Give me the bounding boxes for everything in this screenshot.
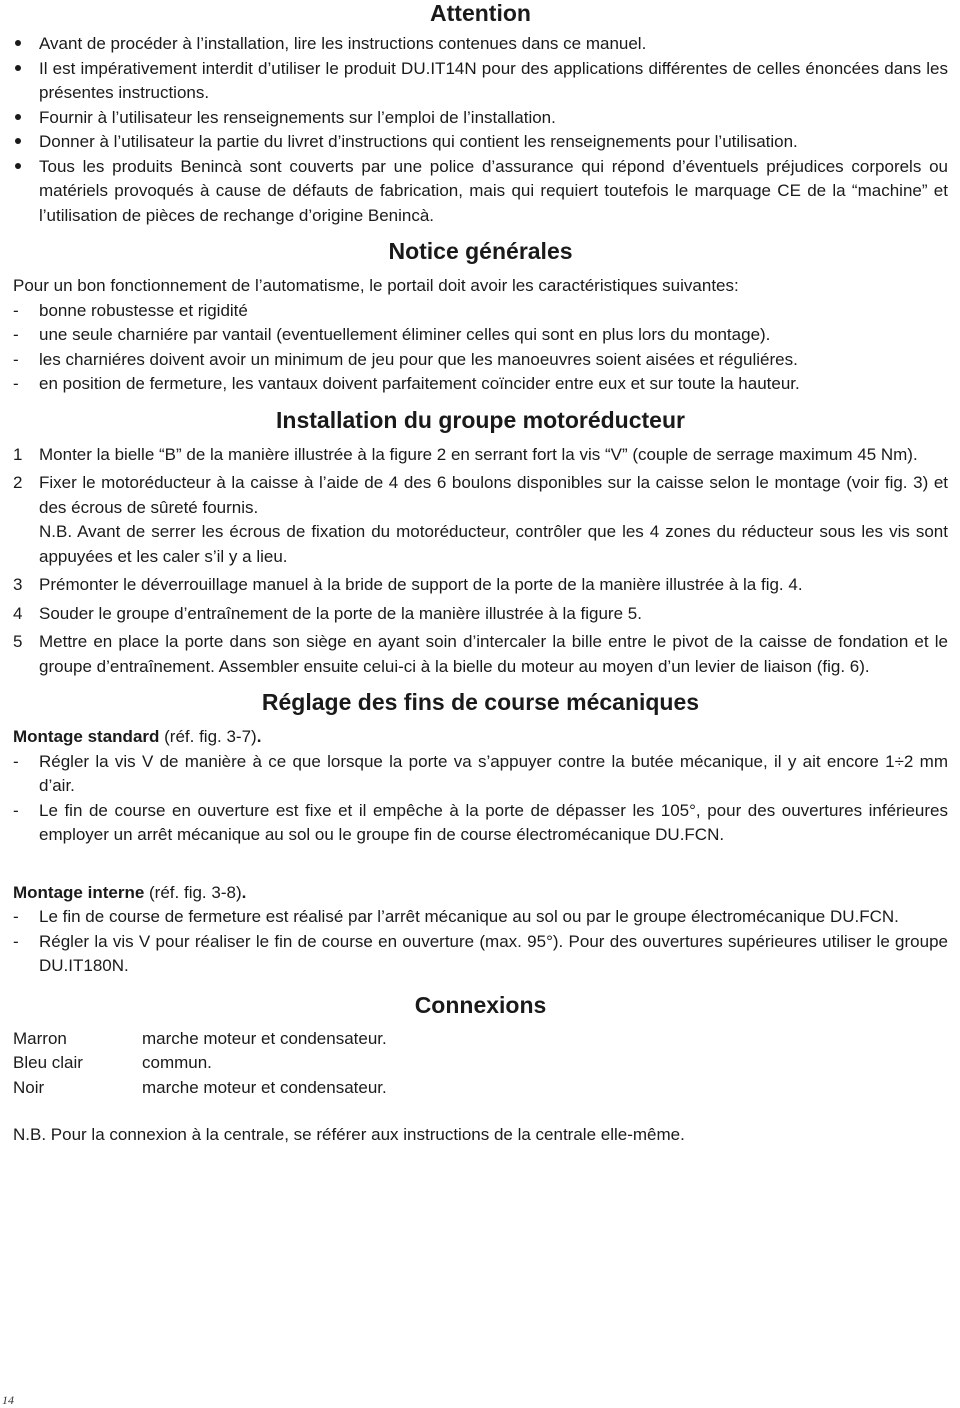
dash-text: bonne robustesse et rigidité <box>39 300 248 320</box>
step-text: Fixer le motoréducteur à la caisse à l’aide de 4 des 6 boulons disponibles sur la caisse selon le montage (voir fig. 3) et des écrous de sûreté fournis. <box>39 473 948 517</box>
notice-dash-list <box>13 299 948 397</box>
step-body <box>39 471 948 569</box>
list-item <box>13 299 948 324</box>
dash-marker: - <box>13 300 19 320</box>
dash-text: Régler la vis V pour réaliser le fin de course en ouverture (max. 95°). Pour des ouvertures supérieures utiliser le groupe DU.IT180N. <box>39 931 948 975</box>
dash-marker: - <box>13 931 19 951</box>
montage-standard-ref: (réf. fig. 3-7) <box>159 727 257 746</box>
page-number: 14 <box>2 1393 14 1407</box>
step-text: Monter la bielle “B” de la manière illustrée à la figure 2 en serrant fort la vis “V” (couple de serrage maximum 45 Nm). <box>39 444 918 464</box>
dash-text: Le fin de course en ouverture est fixe et il empêche à la porte de dépasser les 105°, pour des ouvertures inférieures employer un arrêt mécanique au sol ou le groupe fin de course électromécanique DU.FCN. <box>39 800 948 844</box>
document-page <box>13 0 948 1148</box>
list-item <box>13 471 948 569</box>
connexions-table <box>13 1027 387 1101</box>
step-note: N.B. Avant de serrer les écrous de fixation du motoréducteur, contrôler que les 4 zones du réducteur sous les vis sont appuyées et les caler s’il y a lieu. <box>39 522 948 566</box>
wire-color: Bleu clair <box>13 1053 83 1072</box>
wire-function: marche moteur et condensateur. <box>142 1077 387 1097</box>
dash-text: les charniéres doivent avoir un minimum de jeu pour que les manoeuvres soient aisées et réguliéres. <box>39 349 798 369</box>
list-item <box>13 323 948 348</box>
notice-intro: Pour un bon fonctionnement de l’automatisme, le portail doit avoir les caractéristiques suivantes: <box>13 276 739 295</box>
list-item <box>13 602 948 627</box>
list-item <box>13 57 948 106</box>
wire-function: commun. <box>142 1053 212 1072</box>
step-text: Mettre en place la porte dans son siège en ayant soin d’intercaler la bille entre le pivot de la caisse de fondation et le groupe d’entraînement. Assembler ensuite celui-ci à la bielle du moteur au moyen d’un levier de liaison (fig. 6). <box>39 632 948 676</box>
bullet-text: Fournir à l’utilisateur les renseignements sur l’emploi de l’installation. <box>39 107 556 127</box>
section-title-reglage: Réglage des fins de course mécaniques <box>261 689 700 715</box>
bullet-marker <box>13 155 39 180</box>
list-item <box>13 930 948 979</box>
bullet-text: Donner à l’utilisateur la partie du livret d’instructions qui contient les renseignements pour l’utilisation. <box>39 132 798 151</box>
list-item <box>13 573 948 598</box>
installation-step-list <box>13 443 948 680</box>
montage-interne-heading <box>13 881 948 906</box>
step-number: 4 <box>13 603 23 623</box>
list-item <box>13 905 948 930</box>
bullet-marker <box>13 57 39 82</box>
connexions-note: N.B. Pour la connexion à la centrale, se référer aux instructions de la centrale elle-même. <box>13 1125 685 1144</box>
list-item <box>13 348 948 373</box>
dash-marker: - <box>13 325 19 344</box>
list-item <box>13 799 948 848</box>
section-title-notice: Notice générales <box>388 238 573 264</box>
step-text: Prémonter le déverrouillage manuel à la bride de support de la porte de la manière illustrée à la fig. 4. <box>39 575 803 594</box>
list-item <box>13 32 948 57</box>
bullet-marker <box>13 106 39 131</box>
attention-bullet-list <box>13 32 948 228</box>
dash-marker: - <box>13 349 19 369</box>
list-item <box>13 750 948 799</box>
list-item <box>13 372 948 397</box>
dash-text: une seule charniére par vantail (eventuellement éliminer celles qui sont en plus lors du montage). <box>39 325 771 344</box>
montage-interne-label: Montage interne <box>13 882 145 902</box>
wire-color: Noir <box>13 1077 45 1097</box>
dash-marker: - <box>13 907 19 926</box>
bullet-text: Avant de procéder à l’installation, lire les instructions contenues dans ce manuel. <box>39 34 647 53</box>
montage-interne-list <box>13 905 948 979</box>
step-number: 3 <box>13 575 23 594</box>
table-row <box>13 1051 387 1076</box>
list-item <box>13 443 948 468</box>
bullet-text: Il est impérativement interdit d’utiliser le produit DU.IT14N pour des applications différentes de celles énoncées dans les présentes instructions. <box>39 58 948 102</box>
bullet-marker <box>13 32 39 57</box>
step-number: 1 <box>13 444 23 464</box>
list-item <box>13 106 948 131</box>
section-title-installation: Installation du groupe motoréducteur <box>276 406 685 433</box>
section-title-attention: Attention <box>430 0 531 26</box>
montage-standard-list <box>13 750 948 848</box>
step-number: 2 <box>13 473 23 492</box>
dash-text: en position de fermeture, les vantaux doivent parfaitement coïncider entre eux et sur toute la hauteur. <box>39 374 800 393</box>
montage-interne-end: . <box>241 882 247 902</box>
wire-color: Marron <box>13 1028 67 1048</box>
table-row <box>13 1076 387 1101</box>
montage-interne-ref: (réf. fig. 3-8) <box>144 882 242 902</box>
step-number: 5 <box>13 632 23 651</box>
table-row <box>13 1027 387 1052</box>
step-text: Souder le groupe d’entraînement de la porte de la manière illustrée à la figure 5. <box>39 603 642 623</box>
list-item <box>13 155 948 229</box>
section-title-connexions: Connexions <box>414 991 547 1018</box>
dash-marker: - <box>13 374 19 393</box>
wire-function: marche moteur et condensateur. <box>142 1028 387 1048</box>
dash-marker: - <box>13 800 19 820</box>
dash-text: Le fin de course de fermeture est réalisé par l’arrêt mécanique au sol ou par le groupe électromécanique DU.FCN. <box>39 907 899 926</box>
montage-standard-label: Montage standard <box>13 727 160 746</box>
list-item <box>13 630 948 679</box>
dash-marker: - <box>13 751 19 771</box>
montage-standard-heading <box>13 725 948 750</box>
list-item <box>13 130 948 155</box>
bullet-marker <box>13 130 39 155</box>
bullet-text: Tous les produits Benincà sont couverts par une police d’assurance qui répond d’éventuels préjudices corporels ou matériels provoqués à cause de défauts de fabrication, mais qui requiert toutefois le marquage CE de la “machine” et l’utilisation de pièces de rechange d’origine Benincà. <box>39 156 948 225</box>
montage-standard-end: . <box>256 727 262 746</box>
dash-text: Régler la vis V de manière à ce que lorsque la porte va s’appuyer contre la butée mécanique, il y ait encore 1÷2 mm d’air. <box>39 751 948 795</box>
